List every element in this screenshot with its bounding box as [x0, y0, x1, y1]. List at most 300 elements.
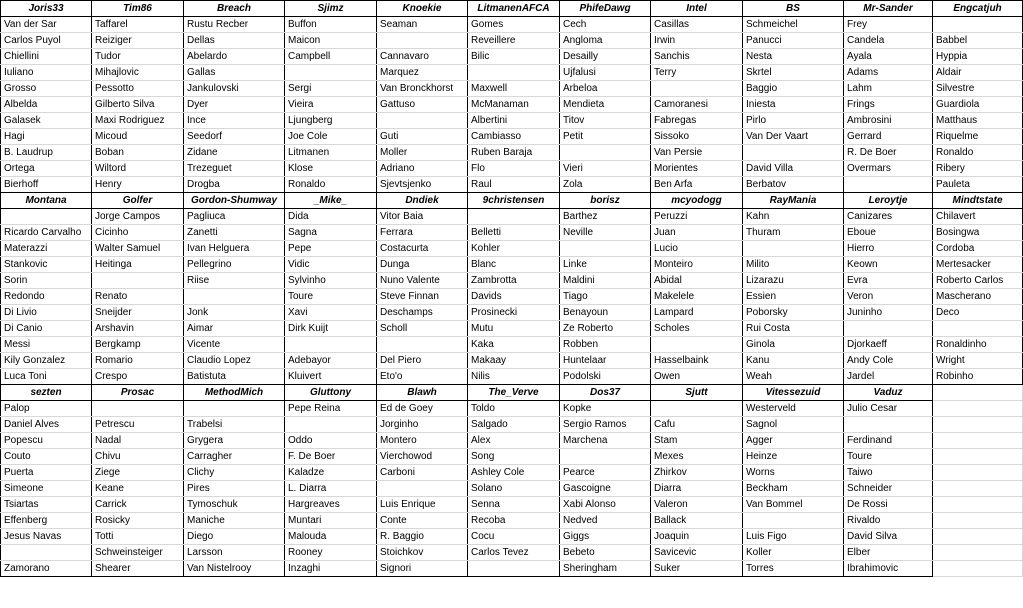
column-header-cell[interactable]: Mr-Sander [844, 1, 933, 17]
player-cell[interactable]: Carlos Tevez [468, 545, 560, 561]
player-cell[interactable] [285, 65, 377, 81]
player-cell[interactable]: Ruben Baraja [468, 145, 560, 161]
column-header-cell[interactable]: _Mike_ [285, 193, 377, 209]
player-cell[interactable]: Koller [743, 545, 844, 561]
player-cell[interactable]: Claudio Lopez [184, 353, 285, 369]
player-cell[interactable]: Djorkaeff [844, 337, 933, 353]
column-header-cell[interactable]: Golfer [92, 193, 184, 209]
player-cell[interactable]: Deco [933, 305, 1023, 321]
player-cell[interactable] [377, 113, 468, 129]
player-cell[interactable]: Daniel Alves [1, 417, 92, 433]
player-cell[interactable]: Oddo [285, 433, 377, 449]
player-cell[interactable]: Scholl [377, 321, 468, 337]
player-cell[interactable]: Candela [844, 33, 933, 49]
player-cell[interactable]: De Rossi [844, 497, 933, 513]
player-cell[interactable]: Effenberg [1, 513, 92, 529]
player-cell[interactable]: Zola [560, 177, 651, 193]
player-cell[interactable]: Adams [844, 65, 933, 81]
player-cell[interactable]: Aimar [184, 321, 285, 337]
player-cell[interactable]: Ronaldinho [933, 337, 1023, 353]
player-cell[interactable]: Batistuta [184, 369, 285, 385]
player-cell[interactable]: Inzaghi [285, 561, 377, 577]
player-cell[interactable]: Gilberto Silva [92, 97, 184, 113]
player-cell[interactable] [844, 321, 933, 337]
player-cell[interactable]: Ortega [1, 161, 92, 177]
player-cell[interactable]: Puerta [1, 465, 92, 481]
column-header-cell[interactable]: PhifeDawg [560, 1, 651, 17]
column-header-cell[interactable]: Engcatjuh [933, 1, 1023, 17]
column-header-cell[interactable]: mcyodogg [651, 193, 743, 209]
column-header-cell[interactable]: 9christensen [468, 193, 560, 209]
player-cell[interactable]: Lampard [651, 305, 743, 321]
player-cell[interactable]: Maxi Rodriguez [92, 113, 184, 129]
player-cell[interactable]: Panucci [743, 33, 844, 49]
player-cell[interactable] [743, 513, 844, 529]
player-cell[interactable]: Frings [844, 97, 933, 113]
column-header-cell[interactable]: Joris33 [1, 1, 92, 17]
player-cell[interactable]: Larsson [184, 545, 285, 561]
player-cell[interactable]: Reiziger [92, 33, 184, 49]
column-header-cell[interactable]: Prosac [92, 385, 184, 401]
player-cell[interactable]: Lucio [651, 241, 743, 257]
player-cell[interactable]: Gascoigne [560, 481, 651, 497]
player-cell[interactable]: Henry [92, 177, 184, 193]
player-cell[interactable]: Joaquin [651, 529, 743, 545]
player-cell[interactable]: Boban [92, 145, 184, 161]
player-cell[interactable]: Ince [184, 113, 285, 129]
player-cell[interactable]: Vieira [285, 97, 377, 113]
player-cell[interactable]: Sagna [285, 225, 377, 241]
player-cell[interactable]: Jardel [844, 369, 933, 385]
player-cell[interactable] [933, 321, 1023, 337]
player-cell[interactable]: Montero [377, 433, 468, 449]
player-cell[interactable]: Zidane [184, 145, 285, 161]
player-cell[interactable]: Romario [92, 353, 184, 369]
player-cell[interactable]: Hasselbaink [651, 353, 743, 369]
player-cell[interactable]: Van Persie [651, 145, 743, 161]
player-cell[interactable]: Davids [468, 289, 560, 305]
player-cell[interactable]: Riquelme [933, 129, 1023, 145]
player-cell[interactable]: Xabi Alonso [560, 497, 651, 513]
player-cell[interactable]: Kopke [560, 401, 651, 417]
player-cell[interactable]: Zanetti [184, 225, 285, 241]
player-cell[interactable]: Camoranesi [651, 97, 743, 113]
player-cell[interactable] [560, 145, 651, 161]
player-cell[interactable]: Chiellini [1, 49, 92, 65]
player-cell[interactable]: Mertesacker [933, 257, 1023, 273]
player-cell[interactable]: Ginola [743, 337, 844, 353]
player-cell[interactable]: Gerrard [844, 129, 933, 145]
player-cell[interactable]: Carlos Puyol [1, 33, 92, 49]
player-cell[interactable] [184, 289, 285, 305]
player-cell[interactable]: Signori [377, 561, 468, 577]
player-cell[interactable]: Walter Samuel [92, 241, 184, 257]
player-cell[interactable]: Poborsky [743, 305, 844, 321]
player-cell[interactable]: Alex [468, 433, 560, 449]
player-cell[interactable]: Sheringham [560, 561, 651, 577]
player-cell[interactable]: Hierro [844, 241, 933, 257]
player-cell[interactable]: McManaman [468, 97, 560, 113]
player-cell[interactable]: B. Laudrup [1, 145, 92, 161]
player-cell[interactable]: Hyppia [933, 49, 1023, 65]
player-cell[interactable]: Joe Cole [285, 129, 377, 145]
player-cell[interactable] [651, 337, 743, 353]
player-cell[interactable]: Moller [377, 145, 468, 161]
player-cell[interactable]: Sissoko [651, 129, 743, 145]
column-header-cell[interactable]: Vaduz [844, 385, 933, 401]
player-cell[interactable]: Thuram [743, 225, 844, 241]
player-cell[interactable]: Makaay [468, 353, 560, 369]
player-cell[interactable]: Cicinho [92, 225, 184, 241]
player-cell[interactable]: Benayoun [560, 305, 651, 321]
player-cell[interactable]: Ronaldo [933, 145, 1023, 161]
player-cell[interactable]: Albelda [1, 97, 92, 113]
player-cell[interactable]: Barthez [560, 209, 651, 225]
player-cell[interactable]: Sergi [285, 81, 377, 97]
column-header-cell[interactable]: The_Verve [468, 385, 560, 401]
player-cell[interactable]: Nedved [560, 513, 651, 529]
player-cell[interactable]: Wright [933, 353, 1023, 369]
player-cell[interactable]: Tsiartas [1, 497, 92, 513]
player-cell[interactable]: Nesta [743, 49, 844, 65]
player-cell[interactable]: Monteiro [651, 257, 743, 273]
player-cell[interactable]: Westerveld [743, 401, 844, 417]
player-cell[interactable]: Silvestre [933, 81, 1023, 97]
column-header-cell[interactable]: Blawh [377, 385, 468, 401]
player-cell[interactable]: Pires [184, 481, 285, 497]
player-cell[interactable]: Canizares [844, 209, 933, 225]
player-cell[interactable]: Keown [844, 257, 933, 273]
player-cell[interactable]: Zambrotta [468, 273, 560, 289]
player-cell[interactable] [933, 449, 1023, 465]
player-cell[interactable]: David Villa [743, 161, 844, 177]
player-cell[interactable]: Heinze [743, 449, 844, 465]
player-cell[interactable]: Maldini [560, 273, 651, 289]
player-cell[interactable]: Berbatov [743, 177, 844, 193]
player-cell[interactable]: Van Nistelrooy [184, 561, 285, 577]
column-header-cell[interactable]: Mindtstate [933, 193, 1023, 209]
player-cell[interactable]: Arshavin [92, 321, 184, 337]
player-cell[interactable]: Eboue [844, 225, 933, 241]
player-cell[interactable]: Trabelsi [184, 417, 285, 433]
player-cell[interactable]: Ed de Goey [377, 401, 468, 417]
player-cell[interactable]: Ibrahimovic [844, 561, 933, 577]
player-cell[interactable]: Totti [92, 529, 184, 545]
player-cell[interactable]: Maxwell [468, 81, 560, 97]
column-header-cell[interactable]: Gordon-Shumway [184, 193, 285, 209]
player-cell[interactable]: Robben [560, 337, 651, 353]
player-cell[interactable] [844, 177, 933, 193]
column-header-cell[interactable]: RayMania [743, 193, 844, 209]
player-cell[interactable]: Rustu Recber [184, 17, 285, 33]
player-cell[interactable]: Stankovic [1, 257, 92, 273]
player-cell[interactable] [377, 337, 468, 353]
player-cell[interactable]: Stam [651, 433, 743, 449]
player-cell[interactable] [560, 241, 651, 257]
player-cell[interactable]: Arbeloa [560, 81, 651, 97]
player-cell[interactable] [377, 33, 468, 49]
player-cell[interactable]: Ferdinand [844, 433, 933, 449]
player-cell[interactable]: Malouda [285, 529, 377, 545]
column-header-cell[interactable]: borisz [560, 193, 651, 209]
player-cell[interactable]: Carragher [184, 449, 285, 465]
player-cell[interactable]: Elber [844, 545, 933, 561]
player-cell[interactable]: Cocu [468, 529, 560, 545]
column-header-cell[interactable]: Vitessezuid [743, 385, 844, 401]
player-cell[interactable]: Van Der Vaart [743, 129, 844, 145]
player-cell[interactable]: Pagliuca [184, 209, 285, 225]
player-cell[interactable]: Sanchis [651, 49, 743, 65]
player-cell[interactable]: Makelele [651, 289, 743, 305]
column-header-cell[interactable]: LitmanenAFCA [468, 1, 560, 17]
column-header-cell[interactable]: Gluttony [285, 385, 377, 401]
player-cell[interactable]: Wiltord [92, 161, 184, 177]
player-cell[interactable]: Solano [468, 481, 560, 497]
player-cell[interactable]: Palop [1, 401, 92, 417]
player-cell[interactable]: Luis Figo [743, 529, 844, 545]
column-header-cell[interactable]: Leroytje [844, 193, 933, 209]
player-cell[interactable]: Ze Roberto [560, 321, 651, 337]
player-cell[interactable]: Podolski [560, 369, 651, 385]
player-cell[interactable]: Petit [560, 129, 651, 145]
player-cell[interactable]: Baggio [743, 81, 844, 97]
player-cell[interactable] [468, 65, 560, 81]
player-cell[interactable]: L. Diarra [285, 481, 377, 497]
player-cell[interactable]: Abidal [651, 273, 743, 289]
player-cell[interactable]: Titov [560, 113, 651, 129]
player-cell[interactable]: Drogba [184, 177, 285, 193]
player-cell[interactable] [743, 241, 844, 257]
player-cell[interactable]: Jankulovski [184, 81, 285, 97]
player-cell[interactable]: Chivu [92, 449, 184, 465]
player-cell[interactable]: Litmanen [285, 145, 377, 161]
player-cell[interactable]: Buffon [285, 17, 377, 33]
player-cell[interactable]: Lahm [844, 81, 933, 97]
player-cell[interactable]: Steve Finnan [377, 289, 468, 305]
player-cell[interactable]: Aldair [933, 65, 1023, 81]
player-cell[interactable]: Kanu [743, 353, 844, 369]
player-cell[interactable]: Seaman [377, 17, 468, 33]
player-cell[interactable]: Iniesta [743, 97, 844, 113]
player-cell[interactable]: Cech [560, 17, 651, 33]
player-cell[interactable]: Jesus Navas [1, 529, 92, 545]
player-cell[interactable] [933, 529, 1023, 545]
player-cell[interactable] [844, 417, 933, 433]
player-cell[interactable]: Frey [844, 17, 933, 33]
player-cell[interactable]: Owen [651, 369, 743, 385]
player-cell[interactable] [651, 401, 743, 417]
player-cell[interactable]: Ronaldo [285, 177, 377, 193]
player-cell[interactable]: Petrescu [92, 417, 184, 433]
column-header-cell[interactable]: Sjutt [651, 385, 743, 401]
player-cell[interactable]: Toure [285, 289, 377, 305]
player-cell[interactable]: Jorge Campos [92, 209, 184, 225]
player-cell[interactable]: Abelardo [184, 49, 285, 65]
player-cell[interactable]: Gomes [468, 17, 560, 33]
player-cell[interactable]: Taiwo [844, 465, 933, 481]
player-cell[interactable]: Diarra [651, 481, 743, 497]
player-cell[interactable]: Mexes [651, 449, 743, 465]
column-header-cell[interactable]: Dos37 [560, 385, 651, 401]
column-header-cell[interactable]: Knoekie [377, 1, 468, 17]
player-cell[interactable]: David Silva [844, 529, 933, 545]
player-cell[interactable]: Grygera [184, 433, 285, 449]
player-cell[interactable]: Shearer [92, 561, 184, 577]
player-cell[interactable]: Dyer [184, 97, 285, 113]
player-cell[interactable]: Nadal [92, 433, 184, 449]
player-cell[interactable]: Rooney [285, 545, 377, 561]
player-cell[interactable]: Roberto Carlos [933, 273, 1023, 289]
player-cell[interactable]: Schmeichel [743, 17, 844, 33]
player-cell[interactable]: Fabregas [651, 113, 743, 129]
player-cell[interactable]: Zamorano [1, 561, 92, 577]
player-cell[interactable]: Overmars [844, 161, 933, 177]
player-cell[interactable]: Ribery [933, 161, 1023, 177]
player-cell[interactable]: Muntari [285, 513, 377, 529]
player-cell[interactable]: Essien [743, 289, 844, 305]
player-cell[interactable]: Ballack [651, 513, 743, 529]
player-cell[interactable]: Suker [651, 561, 743, 577]
player-cell[interactable] [743, 145, 844, 161]
player-cell[interactable]: Riise [184, 273, 285, 289]
player-cell[interactable]: Dirk Kuijt [285, 321, 377, 337]
player-cell[interactable]: Simeone [1, 481, 92, 497]
player-cell[interactable]: Flo [468, 161, 560, 177]
player-cell[interactable] [1, 209, 92, 225]
player-cell[interactable]: Di Livio [1, 305, 92, 321]
player-cell[interactable]: Marchena [560, 433, 651, 449]
player-cell[interactable]: Kluivert [285, 369, 377, 385]
column-header-cell[interactable]: Sjimz [285, 1, 377, 17]
player-cell[interactable]: Irwin [651, 33, 743, 49]
player-cell[interactable]: Ujfalusi [560, 65, 651, 81]
player-cell[interactable]: Matthaus [933, 113, 1023, 129]
player-cell[interactable]: Diego [184, 529, 285, 545]
player-cell[interactable]: Bierhoff [1, 177, 92, 193]
player-cell[interactable]: Lizarazu [743, 273, 844, 289]
player-cell[interactable]: Ivan Helguera [184, 241, 285, 257]
player-cell[interactable]: Luis Enrique [377, 497, 468, 513]
player-cell[interactable]: Ben Arfa [651, 177, 743, 193]
player-cell[interactable]: Babbel [933, 33, 1023, 49]
player-cell[interactable] [933, 497, 1023, 513]
player-cell[interactable]: Adebayor [285, 353, 377, 369]
player-cell[interactable]: Guti [377, 129, 468, 145]
player-cell[interactable]: Jorginho [377, 417, 468, 433]
player-cell[interactable]: Grosso [1, 81, 92, 97]
player-cell[interactable]: Carrick [92, 497, 184, 513]
player-cell[interactable]: Pepe [285, 241, 377, 257]
player-cell[interactable]: Dunga [377, 257, 468, 273]
player-cell[interactable] [92, 273, 184, 289]
player-cell[interactable]: Cafu [651, 417, 743, 433]
player-cell[interactable]: Mihajlovic [92, 65, 184, 81]
player-cell[interactable]: Juan [651, 225, 743, 241]
player-cell[interactable]: Morientes [651, 161, 743, 177]
column-header-cell[interactable]: Dndiek [377, 193, 468, 209]
column-header-cell[interactable]: BS [743, 1, 844, 17]
player-cell[interactable]: Rui Costa [743, 321, 844, 337]
player-cell[interactable]: Xavi [285, 305, 377, 321]
player-cell[interactable]: Torres [743, 561, 844, 577]
player-cell[interactable]: Schweinsteiger [92, 545, 184, 561]
player-cell[interactable]: Tymoschuk [184, 497, 285, 513]
player-cell[interactable]: Agger [743, 433, 844, 449]
player-cell[interactable]: Dida [285, 209, 377, 225]
player-cell[interactable]: Raul [468, 177, 560, 193]
player-cell[interactable]: Cannavaro [377, 49, 468, 65]
player-cell[interactable]: Veron [844, 289, 933, 305]
player-cell[interactable]: Linke [560, 257, 651, 273]
player-cell[interactable]: Nuno Valente [377, 273, 468, 289]
player-cell[interactable]: Nilis [468, 369, 560, 385]
player-cell[interactable]: Sjevtsjenko [377, 177, 468, 193]
player-cell[interactable] [933, 433, 1023, 449]
player-cell[interactable]: Jonk [184, 305, 285, 321]
player-cell[interactable]: Neville [560, 225, 651, 241]
player-cell[interactable]: Kahn [743, 209, 844, 225]
player-cell[interactable]: Evra [844, 273, 933, 289]
player-cell[interactable]: Ljungberg [285, 113, 377, 129]
player-cell[interactable]: Sylvinho [285, 273, 377, 289]
player-cell[interactable]: F. De Boer [285, 449, 377, 465]
player-cell[interactable]: Scholes [651, 321, 743, 337]
player-cell[interactable]: Ayala [844, 49, 933, 65]
player-cell[interactable]: Klose [285, 161, 377, 177]
player-cell[interactable]: Peruzzi [651, 209, 743, 225]
player-cell[interactable]: Kily Gonzalez [1, 353, 92, 369]
player-cell[interactable]: Blanc [468, 257, 560, 273]
player-cell[interactable]: Schneider [844, 481, 933, 497]
player-cell[interactable]: Del Piero [377, 353, 468, 369]
player-cell[interactable]: Redondo [1, 289, 92, 305]
player-cell[interactable]: Sneijder [92, 305, 184, 321]
player-cell[interactable]: Julio Cesar [844, 401, 933, 417]
player-cell[interactable]: Taffarel [92, 17, 184, 33]
player-cell[interactable]: Dellas [184, 33, 285, 49]
player-cell[interactable]: Pearce [560, 465, 651, 481]
player-cell[interactable]: Pauleta [933, 177, 1023, 193]
player-cell[interactable]: Rosicky [92, 513, 184, 529]
player-cell[interactable]: Rivaldo [844, 513, 933, 529]
player-cell[interactable] [468, 209, 560, 225]
player-cell[interactable] [285, 337, 377, 353]
player-cell[interactable]: Pirlo [743, 113, 844, 129]
player-cell[interactable]: Casillas [651, 17, 743, 33]
player-cell[interactable]: Trezeguet [184, 161, 285, 177]
player-cell[interactable]: Costacurta [377, 241, 468, 257]
player-cell[interactable]: Stoichkov [377, 545, 468, 561]
player-cell[interactable] [933, 561, 1023, 577]
column-header-cell[interactable]: Breach [184, 1, 285, 17]
player-cell[interactable]: Deschamps [377, 305, 468, 321]
player-cell[interactable]: Pessotto [92, 81, 184, 97]
player-cell[interactable]: Worns [743, 465, 844, 481]
player-cell[interactable]: Beckham [743, 481, 844, 497]
player-cell[interactable]: Pellegrino [184, 257, 285, 273]
player-cell[interactable]: Sorin [1, 273, 92, 289]
player-cell[interactable]: Guardiola [933, 97, 1023, 113]
player-cell[interactable] [933, 401, 1023, 417]
player-cell[interactable]: Chilavert [933, 209, 1023, 225]
player-cell[interactable]: Clichy [184, 465, 285, 481]
player-cell[interactable]: Bebeto [560, 545, 651, 561]
player-cell[interactable]: Iuliano [1, 65, 92, 81]
player-cell[interactable]: Gallas [184, 65, 285, 81]
player-cell[interactable] [92, 401, 184, 417]
player-cell[interactable]: Zhirkov [651, 465, 743, 481]
player-cell[interactable]: Belletti [468, 225, 560, 241]
